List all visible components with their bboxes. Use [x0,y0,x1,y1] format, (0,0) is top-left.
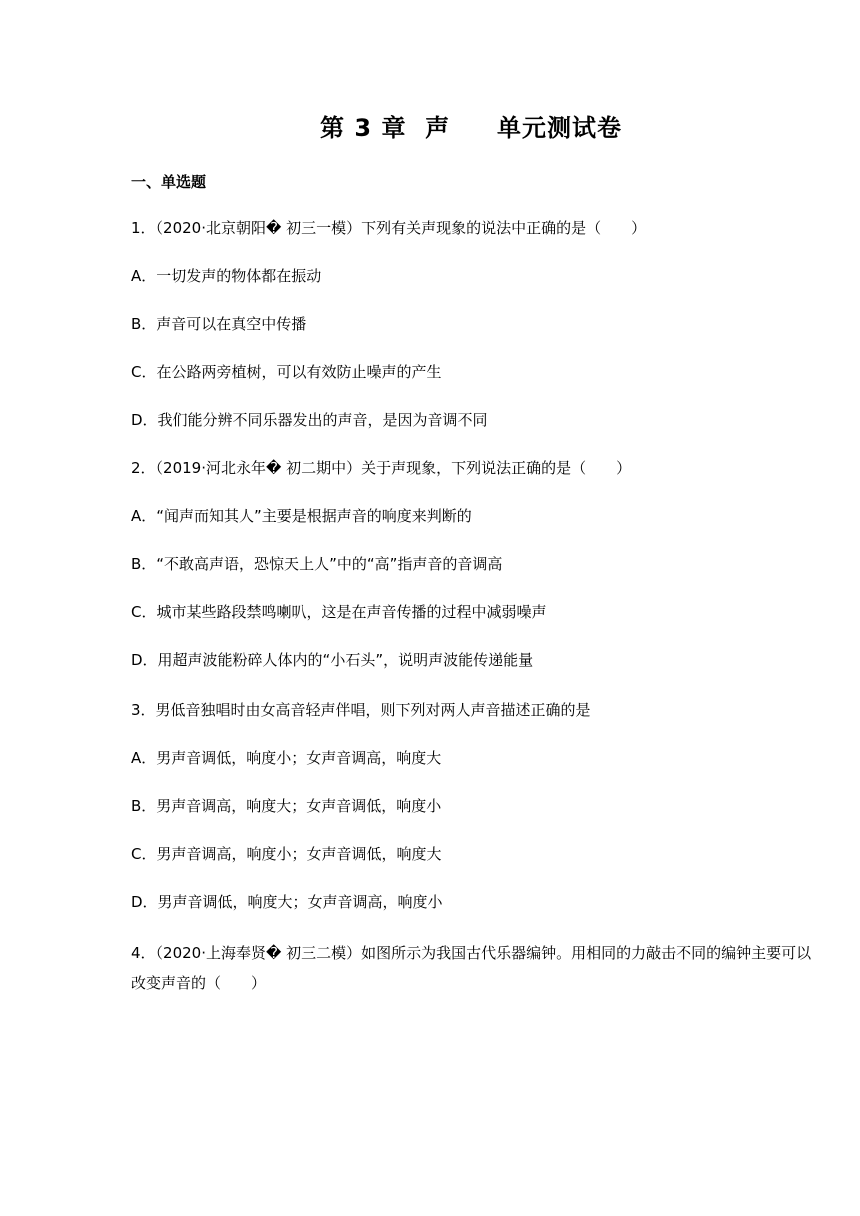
question-3: 3．男低音独唱时由女高音轻声伴唱，则下列对两人声音描述正确的是 [131,701,591,719]
question-4: 4．（2020·上海奉贤� 初三二模）如图所示为我国古代乐器编钟。用相同的力敲击不同的编钟主要可以改变声音的（ ） [131,944,812,992]
question-2-option-c: C．城市某些路段禁鸣喇叭，这是在声音传播的过程中减弱噪声 [131,603,547,621]
question-2-option-a: A．“闻声而知其人”主要是根据声音的响度来判断的 [131,507,472,525]
question-2-option-b: B．“不敢高声语，恐惊天上人”中的“高”指声音的音调高 [131,555,503,573]
question-1-option-c: C．在公路两旁植树，可以有效防止噪声的产生 [131,363,442,381]
question-2-option-d: D．用超声波能粉碎人体内的“小石头”，说明声波能传递能量 [131,651,534,669]
section-heading: 一、单选题 [131,173,207,191]
question-3-option-d: D．男声音调低，响度大；女声音调高，响度小 [131,893,443,911]
question-1-option-a: A．一切发声的物体都在振动 [131,267,322,285]
question-1-option-d: D．我们能分辨不同乐器发出的声音，是因为音调不同 [131,411,488,429]
question-1-option-b: B．声音可以在真空中传播 [131,315,307,333]
question-3-option-c: C．男声音调高，响度小；女声音调低，响度大 [131,845,442,863]
question-3-option-a: A．男声音调低，响度小；女声音调高，响度大 [131,749,442,767]
page-title: 第 3 章 声 单元测试卷 [320,114,622,142]
question-3-option-b: B．男声音调高，响度大；女声音调低，响度小 [131,797,442,815]
question-2: 2．（2019·河北永年� 初二期中）关于声现象，下列说法正确的是（ ） [131,459,632,477]
question-1: 1．（2020·北京朝阳� 初三一模）下列有关声现象的说法中正确的是（ ） [131,219,647,237]
